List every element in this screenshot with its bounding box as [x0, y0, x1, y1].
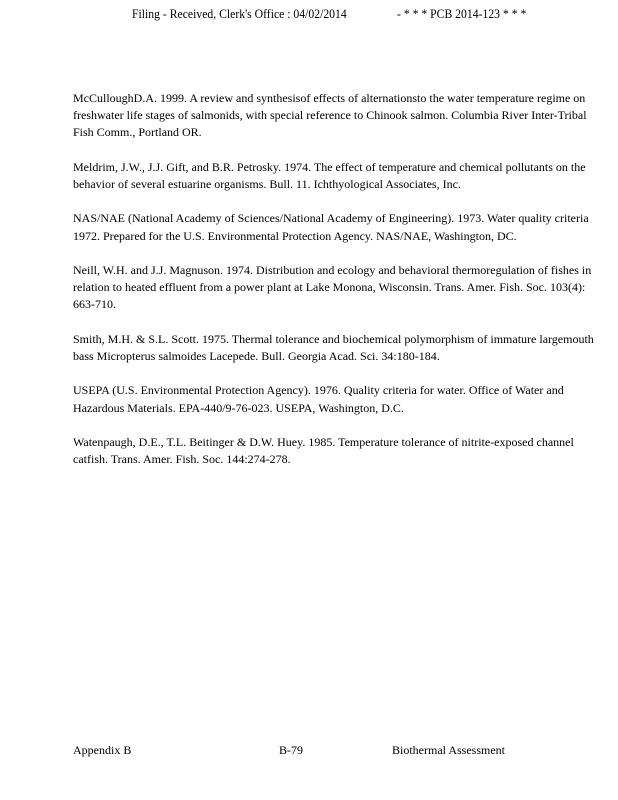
filing-stamp: Filing - Received, Clerk's Office : 04/02/2014 [132, 6, 347, 21]
reference-entry: Meldrim, J.W., J.J. Gift, and B.R. Petrosky. 1974. The effect of temperature and chemical pollutants on the behavior of several estuarine organisms. Bull. 11. Ichthyological Associates, Inc. [73, 159, 586, 191]
reference-entry: NAS/NAE (National Academy of Sciences/National Academy of Engineering). 1973. Water quality criteria 1972. Prepared for the U.S. Environmental Protection Agency. NAS/NAE, Washington, DC. [73, 211, 589, 243]
reference-entry: Smith, M.H. & S.L. Scott. 1975. Thermal tolerance and biochemical polymorphism of immature largemouth bass Micropterus salmoides Lacepede. Bull. Georgia Acad. Sci. 34:180-184. [73, 331, 594, 363]
reference-entry: Neill, W.H. and J.J. Magnuson. 1974. Distribution and ecology and behavioral thermoregulation of fishes in relation to heated effluent from a power plant at Lake Monona, Wisconsin. Trans. Amer. Fish. Soc. 103(4): 663-710. [73, 262, 592, 312]
footer-page-number: B-79 [279, 743, 303, 757]
pcb-number: - * * * PCB 2014-123 * * * [397, 6, 527, 21]
reference-entry: USEPA (U.S. Environmental Protection Agency). 1976. Quality criteria for water. Office of Water and Hazardous Materials. EPA-440/9-76-023. USEPA, Washington, D.C. [73, 383, 564, 415]
reference-entry: McCulloughD.A. 1999. A review and synthesisof effects of alternationsto the water temperature regime on freshwater life stages of salmonids, with special reference to Chinook salmon. Columbia River Inter-Tribal Fish Comm., Portland OR. [73, 91, 587, 140]
page-header [0, 6, 618, 24]
page-footer [0, 743, 618, 761]
footer-section-title: Biothermal Assessment [392, 743, 505, 757]
reference-list [73, 90, 608, 486]
footer-appendix: Appendix B [73, 743, 132, 757]
reference-entry: Watenpaugh, D.E., T.L. Beitinger & D.W. Huey. 1985. Temperature tolerance of nitrite-exposed channel catfish. Trans. Amer. Fish. Soc. 144:274-278. [73, 434, 574, 467]
